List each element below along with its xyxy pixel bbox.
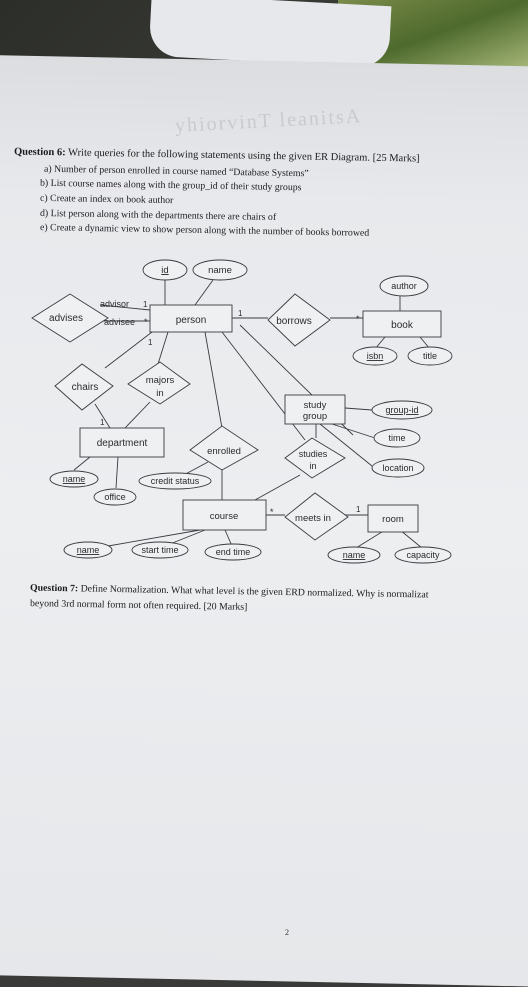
label-majors-in: in <box>156 388 164 399</box>
watermark: yhiorvinT leanitsA <box>174 105 363 137</box>
label-attr-dept-name: name <box>62 474 86 484</box>
card-borrows-book-many: * <box>356 314 360 324</box>
line-dept-office <box>116 457 118 488</box>
card-person-chairs-1: 1 <box>148 338 153 347</box>
label-attr-capacity: capacity <box>406 550 440 560</box>
card-person-borrows-1: 1 <box>238 309 243 318</box>
item-marker: a) <box>43 163 52 175</box>
label-attr-time: time <box>388 433 406 443</box>
line-group-groupid <box>345 408 372 410</box>
label-role-advisor: advisor <box>100 299 130 309</box>
label-attr-course-name: name <box>76 545 100 555</box>
line-person-majors <box>158 332 168 364</box>
line-name-person <box>195 280 213 305</box>
question7-text: Define Normalization. What what level is the given ERD normalized. Why is normalizat <box>80 583 429 601</box>
label-enrolled: enrolled <box>207 446 241 457</box>
card-chairs-dept-1: 1 <box>100 418 105 427</box>
item-marker: d) <box>39 207 49 220</box>
line-majors-dept <box>125 402 150 428</box>
label-attr-credit-status: credit status <box>150 476 200 486</box>
label-person: person <box>175 315 207 326</box>
label-attr-end-time: end time <box>215 547 251 557</box>
question7-title: Question 7: <box>29 582 79 595</box>
item-marker: b) <box>39 177 49 189</box>
label-attr-title: title <box>422 351 438 361</box>
label-room: room <box>382 514 404 525</box>
card-advisee-many: * <box>144 317 148 327</box>
label-attr-office: office <box>104 492 126 502</box>
item-marker: e) <box>39 222 48 234</box>
label-advises: advises <box>49 313 83 324</box>
item-text: List course names along with the group_id of their study groups <box>50 177 302 194</box>
label-attr-isbn: isbn <box>366 351 384 361</box>
page-mark: 2 <box>285 928 289 937</box>
label-book: book <box>391 320 413 331</box>
line-studies-course <box>255 475 300 500</box>
item-text: Create an index on book author <box>49 193 174 207</box>
line-dept-name <box>74 457 90 470</box>
line-room-name <box>356 530 385 548</box>
card-advisor-1: 1 <box>143 300 148 309</box>
line-group-time <box>332 424 375 438</box>
label-meets-in: meets in <box>295 513 331 524</box>
label-attr-id: id <box>161 265 169 276</box>
line-person-chairs <box>105 332 152 368</box>
label-attr-start-time: start time <box>141 545 179 555</box>
label-attr-room-name: name <box>342 550 366 560</box>
label-studies: studies <box>298 449 328 459</box>
label-majors: majors <box>145 375 175 386</box>
line-person-enrolled <box>205 332 222 428</box>
label-study: study <box>303 400 327 411</box>
label-role-advisee: advisee <box>104 317 136 327</box>
item-text: List person along with the departments there are chairs of <box>50 208 277 224</box>
label-attr-group-id: group-id <box>385 405 419 415</box>
line-room-capacity <box>400 530 422 548</box>
item-text: Create a dynamic view to show person along with the number of books borrowed <box>50 222 370 239</box>
question6-title: Question 6: <box>13 146 66 159</box>
item-marker: c) <box>39 192 48 204</box>
label-attr-author: author <box>391 281 417 291</box>
label-chairs: chairs <box>71 382 99 393</box>
label-attr-person-name: name <box>208 265 232 276</box>
label-course: course <box>209 511 239 522</box>
card-course-meets-many: * <box>270 507 274 517</box>
question7-line2: beyond 3rd normal form not often required. [20 Marks] <box>29 598 248 613</box>
label-department: department <box>96 438 148 449</box>
label-group: group <box>302 411 328 422</box>
card-meets-room-1: 1 <box>356 505 361 514</box>
label-borrows: borrows <box>276 316 312 327</box>
label-attr-location: location <box>382 463 414 473</box>
label-studies-in: in <box>309 461 317 471</box>
question6-prompt: Write queries for the following statements using the given ER Diagram. [25 Marks] <box>68 147 420 165</box>
item-text: Number of person enrolled in course named “Database Systems” <box>54 163 309 180</box>
